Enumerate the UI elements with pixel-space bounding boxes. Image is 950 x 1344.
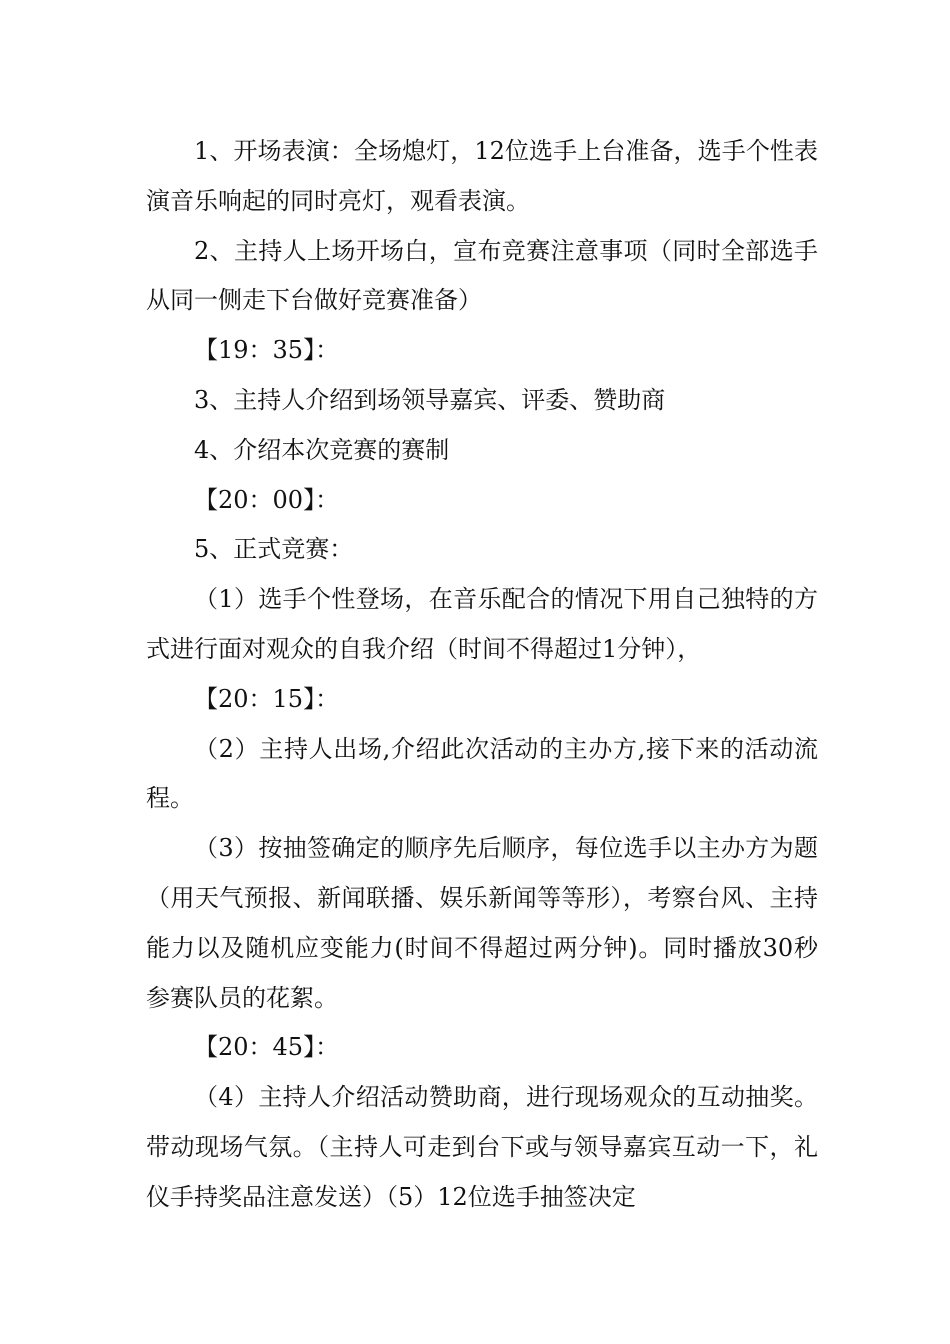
- paragraph-host-opening: 2、主持人上场开场白，宣布竞赛注意事项（同时全部选手从同一侧走下台做好竞赛准备）: [146, 236, 818, 315]
- paragraph-opening-performance: 1、开场表演：全场熄灯，12位选手上台准备，选手个性表演音乐响起的同时亮灯，观看表演。: [146, 137, 818, 215]
- paragraph-host-organizer: （2）主持人出场,介绍此次活动的主办方,接下来的活动流程。: [146, 734, 818, 813]
- document-body: [146, 127, 818, 1223]
- paragraph-competition-rules: 4、介绍本次竞赛的赛制: [194, 435, 450, 464]
- time-marker-2000: 【20：00】：: [194, 485, 340, 514]
- time-marker-2045: 【20：45】：: [194, 1033, 340, 1062]
- paragraph-self-introduction: （1）选手个性登场，在音乐配合的情况下用自己独特的方式进行面对观众的自我介绍（时间不得超过1分钟），: [146, 585, 818, 663]
- paragraph-formal-competition: 5、正式竞赛：: [194, 535, 354, 564]
- time-marker-2015: 【20：15】：: [194, 684, 340, 713]
- time-marker-1935: 【19：35】：: [194, 336, 340, 365]
- paragraph-introduce-guests: 3、主持人介绍到场领导嘉宾、评委、赞助商: [194, 385, 666, 414]
- paragraph-sponsor-lottery: （4）主持人介绍活动赞助商，进行现场观众的互动抽奖。带动现场气氛。（主持人可走到台下或与领导嘉宾互动一下，礼仪手持奖品注意发送）（5）12位选手抽签决定: [146, 1083, 818, 1211]
- paragraph-hosting-test: （3）按抽签确定的顺序先后顺序，每位选手以主办方为题（用天气预报、新闻联播、娱乐新闻等等形），考察台风、主持能力以及随机应变能力(时间不得超过两分钟)。同时播放30秒参赛队员的花絮。: [146, 834, 818, 1012]
